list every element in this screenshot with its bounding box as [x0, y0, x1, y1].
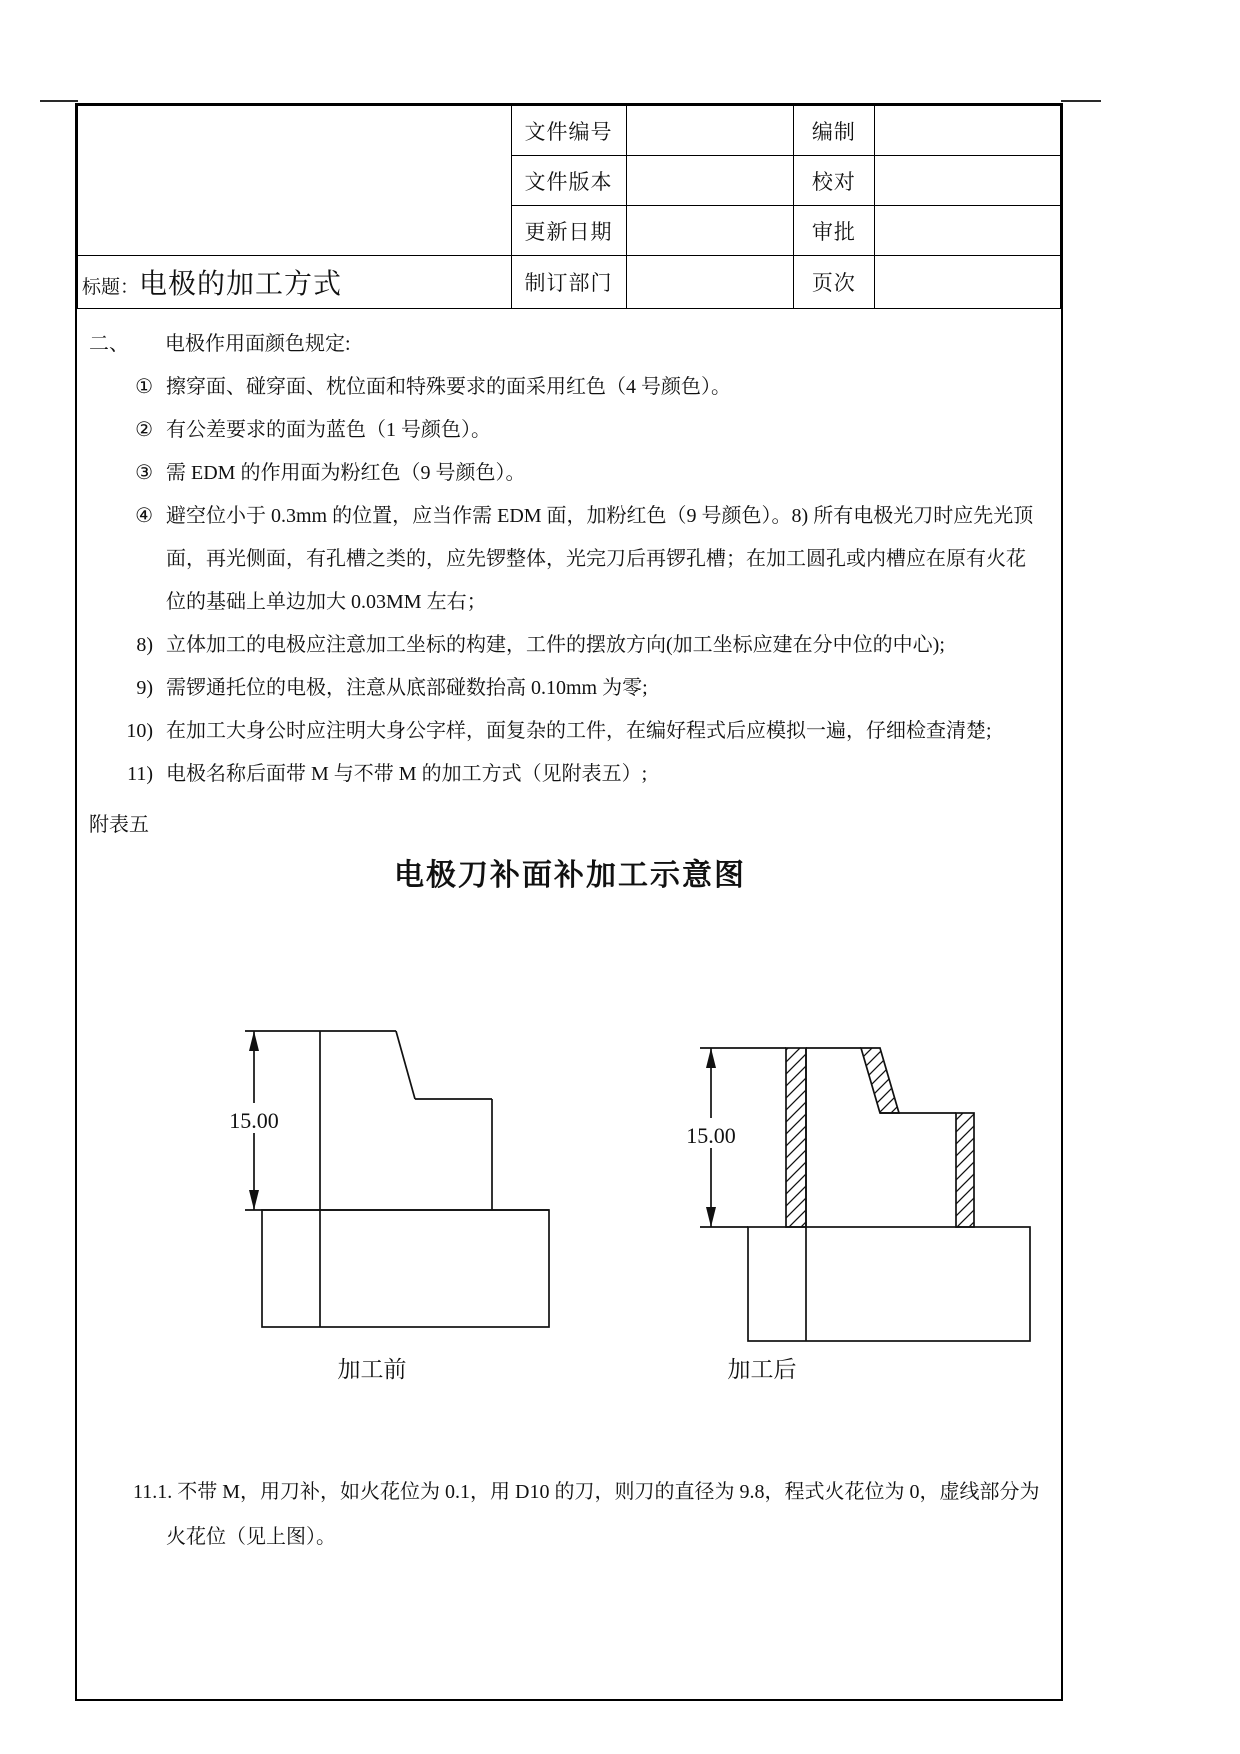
field-value-proofread [875, 156, 1061, 206]
list-item [89, 667, 1051, 710]
list-item-text: 立体加工的电极应注意加工坐标的构建，工件的摆放方向(加工坐标应建在分中位的中心); [166, 634, 945, 656]
list-item-marker: 8) [136, 634, 153, 656]
list-item-text: 需 EDM 的作用面为粉红色（9 号颜色）。 [166, 462, 526, 484]
list-item-marker: ② [135, 419, 153, 441]
list-item [89, 452, 1051, 495]
section-heading-text: 电极作用面颜色规定: [165, 333, 351, 355]
field-label-department: 制订部门 [511, 256, 626, 309]
diagram-before-machining [228, 1031, 549, 1327]
field-label-proofread: 校对 [793, 156, 875, 206]
document-title: 电极的加工方式 [139, 269, 343, 300]
field-value-doc-number [626, 106, 793, 156]
header-table [77, 105, 1061, 309]
header-logo-cell [78, 106, 512, 256]
field-label-update-date: 更新日期 [511, 206, 626, 256]
field-label-doc-number: 文件编号 [511, 106, 626, 156]
list-item [89, 710, 1051, 753]
diagram-title: 电极刀补面补加工示意图 [394, 859, 746, 892]
appendix-label: 附表五 [89, 814, 149, 836]
field-value-doc-version [626, 156, 793, 206]
document-body [77, 309, 1061, 1560]
dimension-label-before: 15.00 [229, 1108, 279, 1133]
section-marker: 二、 [89, 333, 129, 355]
list-item-marker: ④ [135, 505, 153, 527]
field-label-doc-version: 文件版本 [511, 156, 626, 206]
document-title-cell [78, 256, 512, 309]
list-item-marker: 11) [127, 763, 153, 785]
list-item [89, 495, 1051, 624]
list-item-marker: ③ [135, 462, 153, 484]
list-item [89, 624, 1051, 667]
note-paragraph [89, 1470, 1051, 1560]
list-item-text: 在加工大身公时应注明大身公字样，面复杂的工件，在编好程式后应模拟一遍，仔细检查清楚; [166, 720, 992, 742]
field-label-prepared-by: 编制 [793, 106, 875, 156]
diagram-after-machining [685, 1048, 1030, 1341]
document-frame [75, 103, 1063, 1701]
field-value-update-date [626, 206, 793, 256]
list-item-text: 需锣通托位的电极，注意从底部碰数抬高 0.10mm 为零; [166, 677, 648, 699]
list-item-text: 电极名称后面带 M 与不带 M 的加工方式（见附表五）; [166, 763, 648, 785]
list-item-marker: ① [135, 376, 153, 398]
rule-list [89, 366, 1051, 796]
dimension-label-after: 15.00 [686, 1123, 736, 1148]
note-marker: 11.1. [133, 1481, 173, 1503]
field-value-page-number [875, 256, 1061, 309]
section-heading [89, 323, 1051, 366]
field-label-page-number: 页次 [793, 256, 875, 309]
list-item [89, 753, 1051, 796]
field-label-approval: 审批 [793, 206, 875, 256]
list-item [89, 409, 1051, 452]
list-item-marker: 9) [136, 677, 153, 699]
list-item-text: 有公差要求的面为蓝色（1 号颜色）。 [166, 419, 491, 441]
list-item-text: 擦穿面、碰穿面、枕位面和特殊要求的面采用红色（4 号颜色）。 [166, 376, 731, 398]
caption-before-machining: 加工前 [337, 1357, 407, 1382]
field-value-department [626, 256, 793, 309]
field-value-prepared-by [875, 106, 1061, 156]
crop-mark-right [1061, 100, 1101, 102]
list-item [89, 366, 1051, 409]
list-item-text: 避空位小于 0.3mm 的位置，应当作需 EDM 面，加粉红色（9 号颜色）。8) 所有电极光刀时应先光顶面，再光侧面，有孔槽之类的，应先锣整体，光完刀后再锣孔槽；在加工圆孔或内槽应在原有火花位的基础上单边加大 0.03MM 左右； [166, 505, 1034, 613]
crop-mark-left [40, 100, 78, 102]
list-item-marker: 10) [126, 720, 153, 742]
machining-diagram [89, 1015, 1053, 1400]
title-prefix-label: 标题： [82, 277, 140, 298]
note-text: 不带 M，用刀补，如火花位为 0.1，用 D10 的刀，则刀的直径为 9.8，程式火花位为 0，虚线部分为火花位（见上图）。 [166, 1481, 1040, 1548]
caption-after-machining: 加工后 [727, 1357, 797, 1382]
field-value-approval [875, 206, 1061, 256]
